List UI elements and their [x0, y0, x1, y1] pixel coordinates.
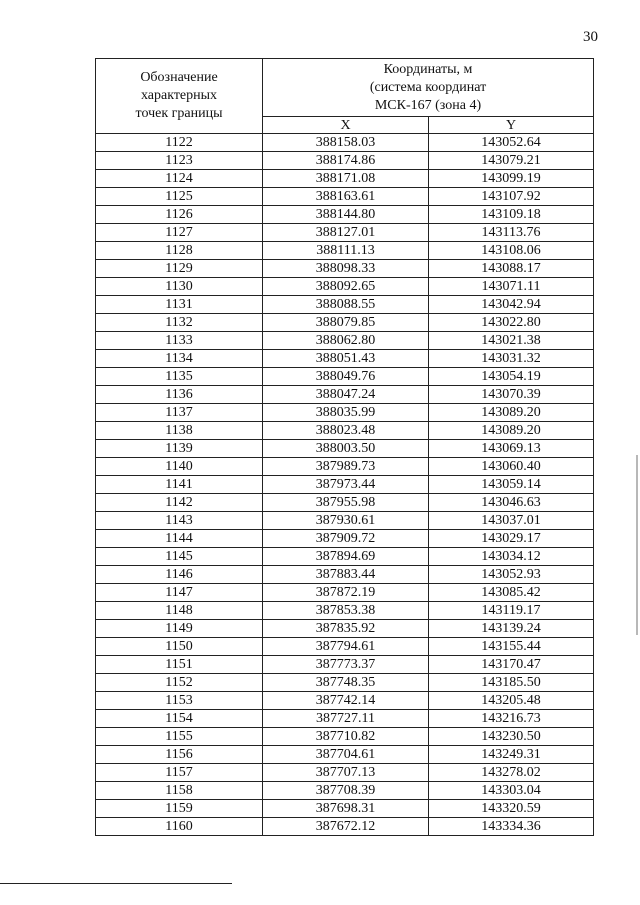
y-coordinate-cell: 143249.31: [429, 746, 594, 764]
point-label-header-line: Обозначение: [140, 70, 218, 85]
point-id-cell: 1147: [96, 584, 263, 602]
point-id-cell: 1131: [96, 296, 263, 314]
x-coordinate-cell: 388111.13: [263, 242, 429, 260]
y-coordinate-cell: 143052.93: [429, 566, 594, 584]
table-row: [96, 638, 594, 656]
table-row: [96, 512, 594, 530]
x-coordinate-cell: 387872.19: [263, 584, 429, 602]
y-coordinate-cell: 143071.11: [429, 278, 594, 296]
point-id-cell: 1141: [96, 476, 263, 494]
point-id-cell: 1148: [96, 602, 263, 620]
coordinates-header-line: МСК-167 (зона 4): [374, 98, 482, 113]
y-coordinate-cell: 143109.18: [429, 206, 594, 224]
x-coordinate-cell: 388174.86: [263, 152, 429, 170]
header-row-top: [96, 59, 594, 117]
table-row: [96, 206, 594, 224]
table-row: [96, 674, 594, 692]
y-column-header: Y: [429, 117, 594, 134]
table-row: [96, 530, 594, 548]
coordinates-header-line: Координаты, м: [383, 62, 473, 77]
point-id-cell: 1155: [96, 728, 263, 746]
point-id-cell: 1137: [96, 404, 263, 422]
table-row: [96, 458, 594, 476]
y-coordinate-cell: 143021.38: [429, 332, 594, 350]
x-coordinate-cell: 388051.43: [263, 350, 429, 368]
coordinates-group-header: [263, 59, 594, 117]
coordinates-table: [95, 58, 594, 836]
point-id-cell: 1138: [96, 422, 263, 440]
point-id-cell: 1153: [96, 692, 263, 710]
table-row: [96, 188, 594, 206]
y-coordinate-cell: 143099.19: [429, 170, 594, 188]
x-coordinate-cell: 388158.03: [263, 134, 429, 152]
y-coordinate-cell: 143052.64: [429, 134, 594, 152]
table-row: [96, 260, 594, 278]
y-coordinate-cell: 143230.50: [429, 728, 594, 746]
point-id-cell: 1127: [96, 224, 263, 242]
table-row: [96, 728, 594, 746]
y-coordinate-cell: 143185.50: [429, 674, 594, 692]
y-coordinate-cell: 143139.24: [429, 620, 594, 638]
point-label-header-line: точек границы: [135, 106, 223, 121]
table-row: [96, 746, 594, 764]
y-coordinate-cell: 143278.02: [429, 764, 594, 782]
y-coordinate-cell: 143079.21: [429, 152, 594, 170]
point-id-cell: 1144: [96, 530, 263, 548]
x-coordinate-cell: 388163.61: [263, 188, 429, 206]
y-coordinate-cell: 143303.04: [429, 782, 594, 800]
table-row: [96, 350, 594, 368]
point-id-cell: 1128: [96, 242, 263, 260]
x-coordinate-cell: 388098.33: [263, 260, 429, 278]
x-coordinate-cell: 388049.76: [263, 368, 429, 386]
point-id-cell: 1146: [96, 566, 263, 584]
y-coordinate-cell: 143054.19: [429, 368, 594, 386]
table-row: [96, 170, 594, 188]
table-row: [96, 134, 594, 152]
page-number: 30: [583, 29, 598, 45]
point-id-cell: 1125: [96, 188, 263, 206]
coordinates-header-line: (система координат: [369, 80, 487, 95]
table-row: [96, 584, 594, 602]
y-coordinate-cell: 143119.17: [429, 602, 594, 620]
point-id-cell: 1157: [96, 764, 263, 782]
y-coordinate-cell: 143034.12: [429, 548, 594, 566]
y-coordinate-cell: 143113.76: [429, 224, 594, 242]
point-id-cell: 1145: [96, 548, 263, 566]
point-id-cell: 1151: [96, 656, 263, 674]
table-row: [96, 692, 594, 710]
y-coordinate-cell: 143155.44: [429, 638, 594, 656]
point-id-cell: 1130: [96, 278, 263, 296]
point-id-cell: 1124: [96, 170, 263, 188]
point-id-cell: 1143: [96, 512, 263, 530]
x-coordinate-cell: 387727.11: [263, 710, 429, 728]
point-id-cell: 1139: [96, 440, 263, 458]
point-id-cell: 1135: [96, 368, 263, 386]
point-id-cell: 1140: [96, 458, 263, 476]
point-id-cell: 1158: [96, 782, 263, 800]
x-coordinate-cell: 388127.01: [263, 224, 429, 242]
y-coordinate-cell: 143031.32: [429, 350, 594, 368]
table-row: [96, 440, 594, 458]
x-column-header: X: [263, 117, 429, 134]
x-coordinate-cell: 387894.69: [263, 548, 429, 566]
scan-edge-mark: [636, 455, 638, 635]
point-id-cell: 1142: [96, 494, 263, 512]
x-coordinate-cell: 387698.31: [263, 800, 429, 818]
x-coordinate-cell: 387853.38: [263, 602, 429, 620]
x-coordinate-cell: 388047.24: [263, 386, 429, 404]
table-row: [96, 152, 594, 170]
point-id-cell: 1150: [96, 638, 263, 656]
x-coordinate-cell: 387909.72: [263, 530, 429, 548]
y-coordinate-cell: 143089.20: [429, 404, 594, 422]
y-coordinate-cell: 143046.63: [429, 494, 594, 512]
x-coordinate-cell: 387930.61: [263, 512, 429, 530]
x-coordinate-cell: 387955.98: [263, 494, 429, 512]
x-coordinate-cell: 387704.61: [263, 746, 429, 764]
y-coordinate-cell: 143070.39: [429, 386, 594, 404]
x-coordinate-cell: 387773.37: [263, 656, 429, 674]
point-id-cell: 1129: [96, 260, 263, 278]
x-coordinate-cell: 387707.13: [263, 764, 429, 782]
y-coordinate-cell: 143205.48: [429, 692, 594, 710]
point-id-cell: 1152: [96, 674, 263, 692]
table-row: [96, 656, 594, 674]
point-id-cell: 1132: [96, 314, 263, 332]
point-id-cell: 1136: [96, 386, 263, 404]
point-id-cell: 1133: [96, 332, 263, 350]
y-coordinate-cell: 143088.17: [429, 260, 594, 278]
table-row: [96, 476, 594, 494]
x-coordinate-cell: 388003.50: [263, 440, 429, 458]
x-coordinate-cell: 388079.85: [263, 314, 429, 332]
point-id-cell: 1159: [96, 800, 263, 818]
table-row: [96, 782, 594, 800]
x-coordinate-cell: 387794.61: [263, 638, 429, 656]
y-coordinate-cell: 143107.92: [429, 188, 594, 206]
table-row: [96, 404, 594, 422]
y-coordinate-cell: 143334.36: [429, 818, 594, 836]
point-id-cell: 1122: [96, 134, 263, 152]
point-id-cell: 1123: [96, 152, 263, 170]
x-coordinate-cell: 388035.99: [263, 404, 429, 422]
table-row: [96, 548, 594, 566]
table-row: [96, 602, 594, 620]
x-coordinate-cell: 387973.44: [263, 476, 429, 494]
y-coordinate-cell: 143320.59: [429, 800, 594, 818]
point-label-header: [96, 59, 263, 134]
y-coordinate-cell: 143170.47: [429, 656, 594, 674]
y-coordinate-cell: 143216.73: [429, 710, 594, 728]
y-coordinate-cell: 143037.01: [429, 512, 594, 530]
y-coordinate-cell: 143108.06: [429, 242, 594, 260]
table-row: [96, 242, 594, 260]
y-coordinate-cell: 143042.94: [429, 296, 594, 314]
table-row: [96, 224, 594, 242]
point-label-header-line: характерных: [140, 88, 218, 103]
table-row: [96, 422, 594, 440]
table-row: [96, 314, 594, 332]
x-coordinate-cell: 387989.73: [263, 458, 429, 476]
table-row: [96, 494, 594, 512]
point-id-cell: 1126: [96, 206, 263, 224]
table-row: [96, 764, 594, 782]
table-row: [96, 278, 594, 296]
x-coordinate-cell: 387708.39: [263, 782, 429, 800]
table-row: [96, 296, 594, 314]
x-coordinate-cell: 388092.65: [263, 278, 429, 296]
x-coordinate-cell: 387672.12: [263, 818, 429, 836]
y-coordinate-cell: 143059.14: [429, 476, 594, 494]
footer-rule: [0, 883, 232, 884]
table-row: [96, 800, 594, 818]
x-coordinate-cell: 388171.08: [263, 170, 429, 188]
table-row: [96, 818, 594, 836]
point-id-cell: 1134: [96, 350, 263, 368]
point-id-cell: 1154: [96, 710, 263, 728]
x-coordinate-cell: 387710.82: [263, 728, 429, 746]
x-coordinate-cell: 388062.80: [263, 332, 429, 350]
x-coordinate-cell: 388144.80: [263, 206, 429, 224]
x-coordinate-cell: 388023.48: [263, 422, 429, 440]
table-header: [96, 59, 594, 134]
y-coordinate-cell: 143022.80: [429, 314, 594, 332]
y-coordinate-cell: 143060.40: [429, 458, 594, 476]
table-row: [96, 566, 594, 584]
x-coordinate-cell: 387742.14: [263, 692, 429, 710]
y-coordinate-cell: 143029.17: [429, 530, 594, 548]
point-id-cell: 1156: [96, 746, 263, 764]
y-coordinate-cell: 143069.13: [429, 440, 594, 458]
x-coordinate-cell: 388088.55: [263, 296, 429, 314]
x-coordinate-cell: 387748.35: [263, 674, 429, 692]
table-row: [96, 710, 594, 728]
table-row: [96, 332, 594, 350]
point-id-cell: 1149: [96, 620, 263, 638]
table-row: [96, 620, 594, 638]
x-coordinate-cell: 387883.44: [263, 566, 429, 584]
table-body: [96, 134, 594, 836]
table-row: [96, 368, 594, 386]
table-row: [96, 386, 594, 404]
point-id-cell: 1160: [96, 818, 263, 836]
y-coordinate-cell: 143085.42: [429, 584, 594, 602]
x-coordinate-cell: 387835.92: [263, 620, 429, 638]
y-coordinate-cell: 143089.20: [429, 422, 594, 440]
